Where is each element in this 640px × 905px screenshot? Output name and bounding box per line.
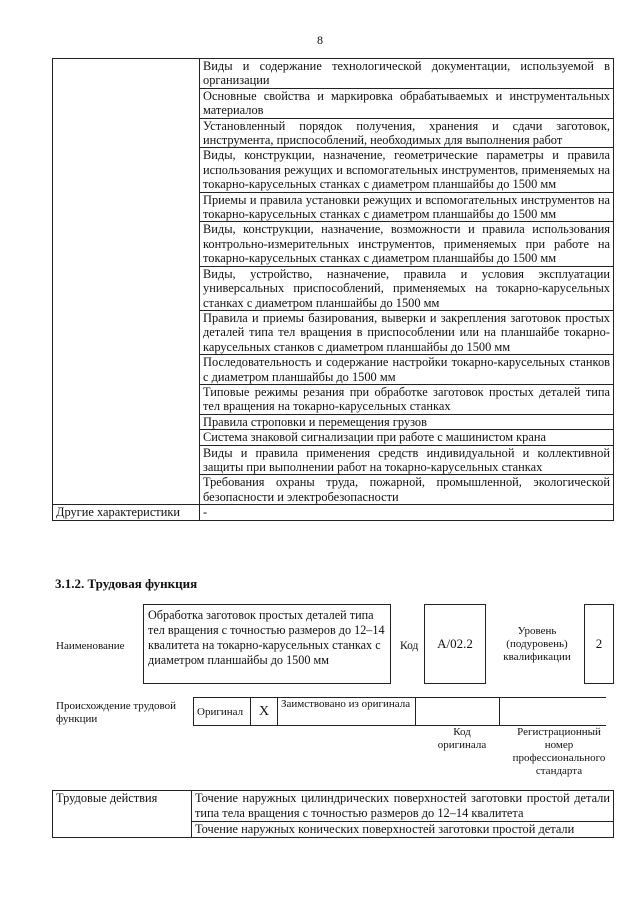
- name-label: Наименование: [56, 640, 125, 652]
- origin-label: Происхождение трудовой функции: [56, 700, 177, 725]
- original-code-cell: [416, 698, 500, 726]
- labor-actions-label: Трудовые действия: [53, 791, 192, 838]
- qualification-level-value: 2: [584, 604, 614, 684]
- knowledge-item: Виды и правила применения средств индивидуальной и коллективной защиты при выполнении работ на токарно-карусельных станках: [200, 445, 614, 475]
- section-heading: 3.1.2. Трудовая функция: [55, 576, 198, 591]
- code-label: Код: [400, 640, 419, 652]
- knowledge-item: Виды, конструкции, назначение, возможности и правила использования контрольно-измерительных инструментов, применяемых при работе на токарно-карусельных станках с диаметром планшайбы до 1500 мм: [200, 222, 614, 266]
- original-label: Оригинал: [194, 698, 251, 726]
- registration-number-caption: Регистрационный номер профессионального стандарта: [512, 726, 606, 777]
- labor-action-item: Точение наружных цилиндрических поверхностей заготовки простой детали типа тела вращения с точностью размеров до 12–14 квалитета: [192, 791, 614, 822]
- knowledge-item: Правила строповки и перемещения грузов: [200, 414, 614, 429]
- knowledge-item: Виды, устройство, назначение, правила и условия эксплуатации универсальных приспособлений, применяемых на токарно-карусельных станках с диаметром планшайбы до 1500 мм: [200, 266, 614, 310]
- knowledge-item: Виды и содержание технологической документации, используемой в организации: [200, 59, 614, 89]
- table-row: [53, 59, 614, 89]
- knowledge-item: Система знаковой сигнализации при работе с машинистом крана: [200, 430, 614, 445]
- knowledge-label-cell: [53, 59, 200, 505]
- function-code: A/02.2: [424, 604, 486, 684]
- origin-table: [193, 697, 606, 726]
- function-name: Обработка заготовок простых деталей типа тел вращения с точностью размеров до 12–14 квалитета на токарно-карусельных станках с диаметром планшайбы до 1500 мм: [143, 604, 391, 684]
- knowledge-item: Основные свойства и маркировка обрабатываемых и инструментальных материалов: [200, 88, 614, 118]
- knowledge-item: Требования охраны труда, пожарной, промышленной, экологической безопасности и электробезопасности: [200, 475, 614, 505]
- labor-action-item: Точение наружных конических поверхностей заготовки простой детали: [192, 822, 614, 838]
- table-row: [53, 505, 614, 520]
- knowledge-item: Правила и приемы базирования, выверки и закрепления заготовок простых деталей типа тел вращения в приспособлении или на планшайбе токарно-карусельных станков с диаметром планшайбы до 1500 мм: [200, 310, 614, 354]
- registration-number-cell: [500, 698, 607, 726]
- table-row: [53, 791, 614, 822]
- knowledge-item: Последовательность и содержание настройки токарно-карусельных станков с диаметром планшайбы до 1500 мм: [200, 355, 614, 385]
- original-mark: X: [251, 698, 278, 726]
- knowledge-item: Приемы и правила установки режущих и вспомогательных инструментов на токарно-карусельных станках с диаметром планшайбы до 1500 мм: [200, 192, 614, 222]
- other-characteristics-value: -: [200, 505, 614, 520]
- page-number: 8: [317, 33, 323, 47]
- knowledge-item: Установленный порядок получения, хранения и сдачи заготовок, инструмента, приспособлений, необходимых для выполнения работ: [200, 118, 614, 148]
- original-code-caption: Код оригинала: [437, 726, 487, 751]
- knowledge-item: Виды, конструкции, назначение, геометрические параметры и правила использования режущих и вспомогательных инструментов, применяемых на токарно-карусельных станках с диаметром планшайбы до 1500 мм: [200, 148, 614, 192]
- borrowed-label: Заимствовано из оригинала: [278, 698, 416, 726]
- knowledge-table: [52, 58, 614, 521]
- labor-actions-table: [52, 790, 614, 838]
- knowledge-item: Типовые режимы резания при обработке заготовок простых деталей типа тел вращения на токарно-карусельных станках: [200, 384, 614, 414]
- qualification-level-label: Уровень (подуровень) квалификации: [503, 625, 571, 663]
- other-characteristics-label: Другие характеристики: [53, 505, 200, 520]
